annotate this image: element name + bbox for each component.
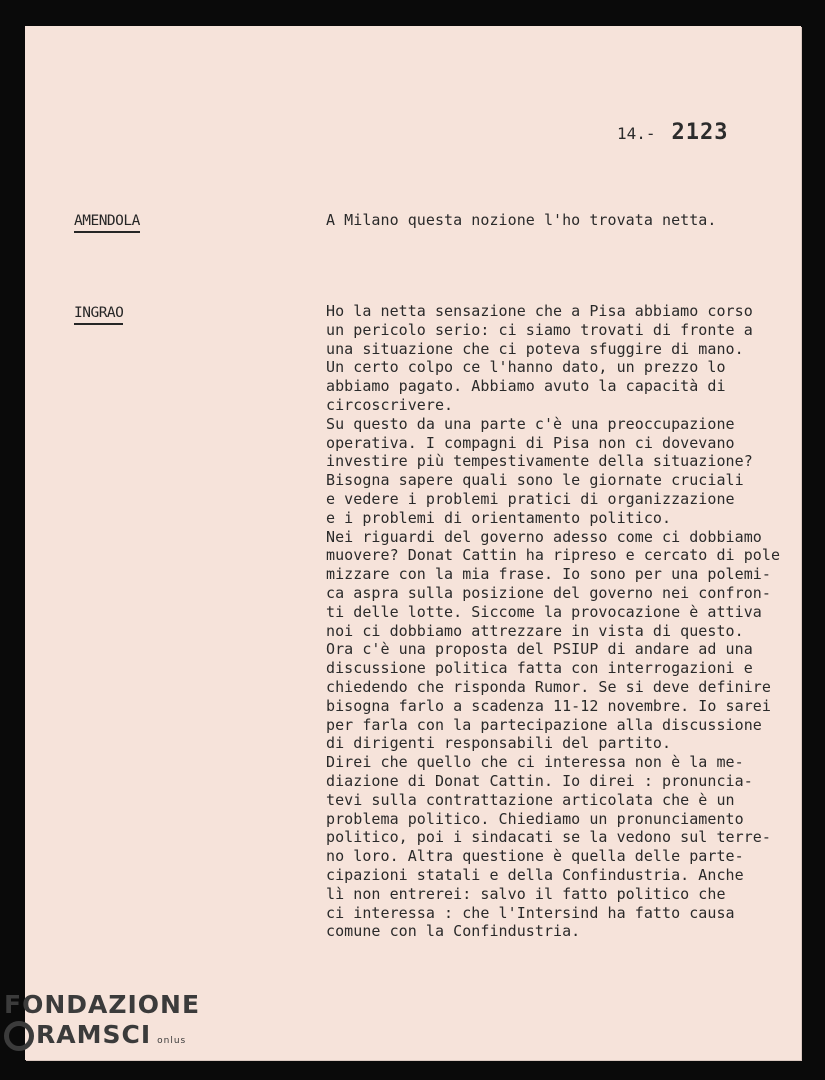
ingrao-line: muovere? Donat Cattin ha ripreso e cercato di pole <box>326 546 781 565</box>
ingrao-line: circoscrivere. <box>326 396 454 414</box>
ingrao-line: problema politico. Chiediamo un pronunciamento <box>326 809 744 828</box>
ingrao-line: tevi sulla contrattazione articolata che è un <box>326 790 735 809</box>
ingrao-line: noi ci dobbiamo attrezzare in vista di questo. <box>326 621 744 640</box>
logo-suffix: onlus <box>157 1036 187 1046</box>
ingrao-line: ti delle lotte. Siccome la provocazione è attiva <box>326 602 762 621</box>
ingrao-line: Nei riguardi del governo adesso come ci dobbiamo <box>326 527 762 546</box>
speaker-name: INGRAO <box>74 305 123 325</box>
ingrao-line: comune con la Confindustria. <box>326 922 581 941</box>
ingrao-line: politico, poi i sindacati se la vedono sul terre- <box>326 828 771 847</box>
amendola-statement: A Milano questa nozione l'ho trovata netta. <box>326 211 717 229</box>
logo-line-2: RAMSCI <box>36 1020 152 1049</box>
ingrao-line: ca aspra sulla posizione del governo nei confron- <box>326 584 771 602</box>
document-number: 2123 <box>671 120 729 145</box>
ingrao-line: Bisogna sapere quali sono le giornate cruciali <box>326 471 744 490</box>
ingrao-line: operativa. I compagni di Pisa non ci dovevano <box>326 433 735 452</box>
ingrao-line: Ho la netta sensazione che a Pisa abbiamo corso <box>326 302 753 320</box>
ingrao-line: ci interessa : che l'Intersind ha fatto causa <box>326 903 735 922</box>
ingrao-line: mizzare con la mia frase. Io sono per una polemi- <box>326 565 771 584</box>
ingrao-line: Su questo da una parte c'è una preoccupazione <box>326 414 735 433</box>
logo-line-1: FONDAZIONE <box>4 990 201 1019</box>
ingrao-line: Un certo colpo ce l'hanno dato, un prezzo lo <box>326 358 726 377</box>
ingrao-line: e vedere i problemi pratici di organizzazione <box>326 490 735 508</box>
ingrao-line: investire più tempestivamente della situazione? <box>326 452 753 471</box>
page-number <box>617 120 729 145</box>
ingrao-line: e i problemi di orientamento politico. <box>326 508 672 527</box>
speaker-ingrao <box>74 305 123 321</box>
ingrao-line: abbiamo pagato. Abbiamo avuto la capacità di <box>326 377 726 396</box>
ingrao-line: discussione politica fatta con interrogazioni e <box>326 659 753 678</box>
speaker-name: AMENDOLA <box>74 213 140 233</box>
page-number-prefix: 14.- <box>617 124 656 143</box>
fondazione-gramsci-logo <box>4 990 200 1056</box>
g-letter-icon <box>4 1021 34 1051</box>
ingrao-line: bisogna farlo a scadenza 11-12 novembre. Io sarei <box>326 696 771 715</box>
ingrao-line: di dirigenti responsabili del partito. <box>326 734 672 753</box>
ingrao-line: una situazione che ci poteva sfuggire di mano. <box>326 339 744 358</box>
ingrao-line: Ora c'è una proposta del PSIUP di andare ad una <box>326 640 753 659</box>
ingrao-line: cipazioni statali e della Confindustria. Anche <box>326 866 744 884</box>
ingrao-line: un pericolo serio: ci siamo trovati di fronte a <box>326 320 753 339</box>
ingrao-line: no loro. Altra questione è quella delle parte- <box>326 847 744 866</box>
speaker-amendola <box>74 213 140 229</box>
ingrao-line: chiedendo che risponda Rumor. Se si deve definire <box>326 678 771 696</box>
ingrao-line: diazione di Donat Cattin. Io direi : pronuncia- <box>326 772 753 790</box>
ingrao-line: Direi che quello che ci interessa non è la me- <box>326 753 744 772</box>
ingrao-line: per farla con la partecipazione alla discussione <box>326 715 762 734</box>
ingrao-line: lì non entrerei: salvo il fatto politico che <box>326 884 726 903</box>
